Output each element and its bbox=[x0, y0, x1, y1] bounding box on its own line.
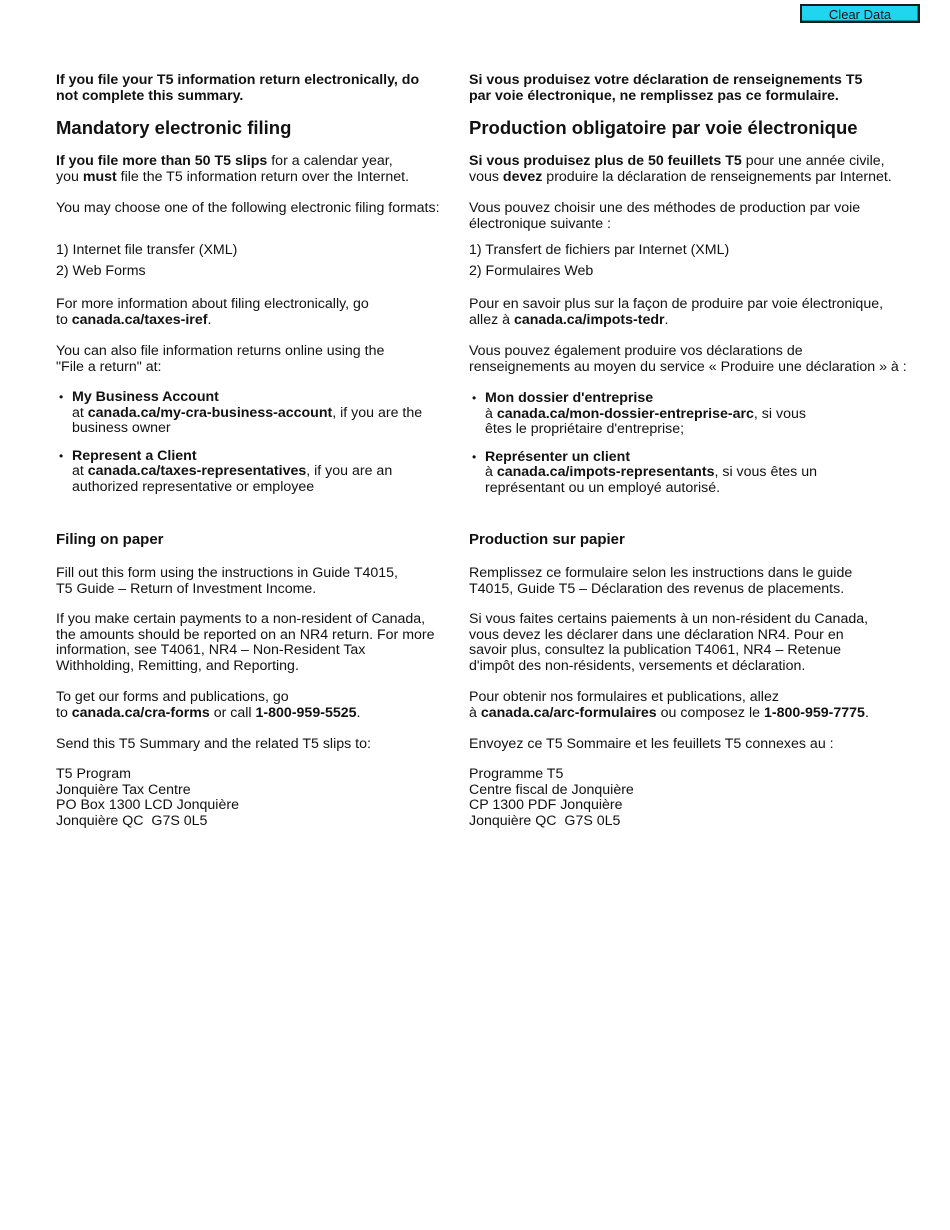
bullet-at: at bbox=[72, 404, 88, 421]
mandatory-bold: Si vous produisez plus de 50 feuillets T5 bbox=[469, 153, 742, 169]
electronic-intro: If you file your T5 information return electronically, do not complete this summary. bbox=[56, 72, 420, 104]
my-business-account-link[interactable]: canada.ca/my-cra-business-account bbox=[87, 404, 333, 421]
bullet-title: Représenter un client bbox=[485, 448, 631, 465]
more-info-period: . bbox=[207, 311, 212, 328]
paper-line-2: T4015, Guide T5 – Déclaration des revenus de placements. bbox=[469, 580, 845, 597]
impots-representants-link[interactable]: canada.ca/impots-representants bbox=[496, 464, 715, 481]
file-online-line-2: renseignements au moyen du service « Produire une déclaration » à : bbox=[469, 358, 907, 375]
mandatory-must: must bbox=[82, 168, 117, 185]
forms-period: . bbox=[864, 704, 869, 721]
address-line: Jonquière Tax Centre bbox=[56, 781, 191, 798]
phone-number: 1-800-959-7775 bbox=[763, 704, 865, 721]
forms-or: ou composez le bbox=[656, 704, 764, 721]
more-info-text bbox=[469, 297, 909, 328]
send-text: Send this T5 Summary and the related T5 slips to: bbox=[56, 736, 371, 752]
forms-to: à bbox=[469, 704, 481, 721]
mandatory-rest-1: for a calendar year, bbox=[267, 153, 393, 169]
forms-period: . bbox=[356, 704, 361, 721]
bullet-title: My Business Account bbox=[72, 389, 219, 405]
mandatory-text bbox=[56, 154, 451, 185]
forms-or: or call bbox=[209, 704, 256, 721]
mandatory-rest-1: pour une année civile, bbox=[741, 153, 885, 169]
address-line: CP 1300 PDF Jonquière bbox=[469, 797, 623, 814]
format-option-2: 2) Formulaires Web bbox=[469, 263, 594, 279]
file-online-line-2: "File a return" at: bbox=[56, 358, 162, 375]
more-info-period: . bbox=[664, 311, 669, 328]
list-item bbox=[485, 391, 815, 438]
cra-forms-link[interactable]: canada.ca/cra-forms bbox=[71, 704, 210, 721]
address-line: Jonquière QC G7S 0L5 bbox=[56, 812, 208, 829]
file-online-line-1: Vous pouvez également produire vos déclarations de bbox=[469, 343, 803, 359]
format-option-1: 1) Transfert de fichiers par Internet (XML) bbox=[469, 242, 730, 258]
mandatory-rest-2: produire la déclaration de renseignements par Internet. bbox=[542, 168, 892, 185]
file-online-text bbox=[56, 344, 451, 375]
paper-instructions bbox=[56, 566, 451, 597]
mandatory-you: you bbox=[56, 168, 83, 185]
bullet-at: à bbox=[485, 464, 497, 481]
forms-line: To get our forms and publications, go bbox=[56, 689, 289, 705]
bullet-rest: , si vous êtes le propriétaire d'entreprise; bbox=[485, 405, 806, 438]
send-text: Envoyez ce T5 Sommaire et les feuillets T5 connexes au : bbox=[469, 736, 834, 752]
clear-data-button[interactable]: Clear Data bbox=[800, 4, 920, 23]
file-online-line-1: You can also file information returns online using the bbox=[56, 343, 385, 359]
choose-format-text: Vous pouvez choisir une des méthodes de production par voie électronique suivante : bbox=[469, 200, 861, 232]
paper-line-1: Remplissez ce formulaire selon les instructions dans le guide bbox=[469, 565, 853, 581]
format-option-1: 1) Internet file transfer (XML) bbox=[56, 242, 238, 258]
more-info-to: to bbox=[56, 311, 72, 328]
taxes-representatives-link[interactable]: canada.ca/taxes-representatives bbox=[87, 463, 307, 480]
online-options-list bbox=[469, 391, 909, 497]
address-line: Jonquière QC G7S 0L5 bbox=[469, 812, 621, 829]
paper-instructions bbox=[469, 566, 909, 597]
address-line: Centre fiscal de Jonquière bbox=[469, 781, 634, 798]
forms-text bbox=[56, 690, 451, 721]
address-line: T5 Program bbox=[56, 766, 131, 782]
online-options-list bbox=[56, 390, 451, 496]
format-option-2: 2) Web Forms bbox=[56, 263, 146, 279]
forms-text bbox=[469, 690, 909, 721]
more-info-line: Pour en savoir plus sur la façon de produire par voie électronique, bbox=[469, 296, 884, 312]
mandatory-you: vous bbox=[469, 168, 503, 185]
bullet-rest: , si vous êtes un représentant ou un employé autorisé. bbox=[485, 464, 817, 496]
mailing-address bbox=[469, 767, 909, 829]
arc-formulaires-link[interactable]: canada.ca/arc-formulaires bbox=[480, 704, 657, 721]
taxes-iref-link[interactable]: canada.ca/taxes-iref bbox=[71, 311, 208, 328]
mon-dossier-link[interactable]: canada.ca/mon-dossier-entreprise-arc bbox=[496, 405, 754, 422]
address-line: Programme T5 bbox=[469, 766, 564, 782]
impots-tedr-link[interactable]: canada.ca/impots-tedr bbox=[513, 311, 665, 328]
bullet-at: à bbox=[485, 405, 497, 422]
bullet-at: at bbox=[72, 463, 88, 480]
bullet-title: Represent a Client bbox=[72, 447, 197, 464]
forms-to: to bbox=[56, 704, 72, 721]
file-online-text bbox=[469, 344, 909, 375]
list-item bbox=[485, 450, 830, 497]
more-info-text bbox=[56, 297, 451, 328]
mailing-address bbox=[56, 767, 451, 829]
list-item bbox=[72, 390, 432, 437]
choose-format-text: You may choose one of the following electronic filing formats: bbox=[56, 200, 440, 216]
mandatory-bold: If you file more than 50 T5 slips bbox=[56, 153, 268, 169]
mandatory-rest-2: file the T5 information return over the Internet. bbox=[116, 168, 410, 185]
list-item bbox=[72, 449, 402, 496]
mandatory-text bbox=[469, 154, 909, 185]
bullet-title: Mon dossier d'entreprise bbox=[485, 390, 654, 406]
non-resident-text: If you make certain payments to a non-resident of Canada, the amounts should be reported on an NR4 return. For more information, see T4061, NR4 – Non-Resident Tax Withholding, Remitting, and Reporting. bbox=[56, 611, 435, 674]
mandatory-heading: Mandatory electronic filing bbox=[56, 117, 292, 138]
mandatory-must: devez bbox=[502, 168, 543, 185]
bullet-rest: , if you are the business owner bbox=[72, 404, 423, 437]
paper-line-2: T5 Guide – Return of Investment Income. bbox=[56, 580, 317, 597]
filing-on-paper-heading: Filing on paper bbox=[56, 531, 164, 548]
more-info-line: For more information about filing electronically, go bbox=[56, 296, 369, 312]
address-line: PO Box 1300 LCD Jonquière bbox=[56, 797, 239, 814]
electronic-intro: Si vous produisez votre déclaration de renseignements T5 par voie électronique, ne remplissez pas ce formulaire. bbox=[469, 72, 863, 104]
mandatory-heading: Production obligatoire par voie électronique bbox=[469, 117, 858, 138]
forms-line: Pour obtenir nos formulaires et publications, allez bbox=[469, 689, 779, 705]
paper-line-1: Fill out this form using the instructions in Guide T4015, bbox=[56, 565, 398, 581]
non-resident-text: Si vous faites certains paiements à un non-résident du Canada, vous devez les déclarer dans une déclaration NR4. Pour en savoir plus, consultez la publication T4061, NR4 – Retenue d'impôt des non-résidents, versements et déclaration. bbox=[469, 611, 869, 674]
more-info-to: allez à bbox=[469, 311, 514, 328]
filing-on-paper-heading: Production sur papier bbox=[469, 531, 625, 548]
phone-number: 1-800-959-5525 bbox=[255, 704, 357, 721]
bullet-rest: , if you are an authorized representative or employee bbox=[72, 463, 393, 495]
